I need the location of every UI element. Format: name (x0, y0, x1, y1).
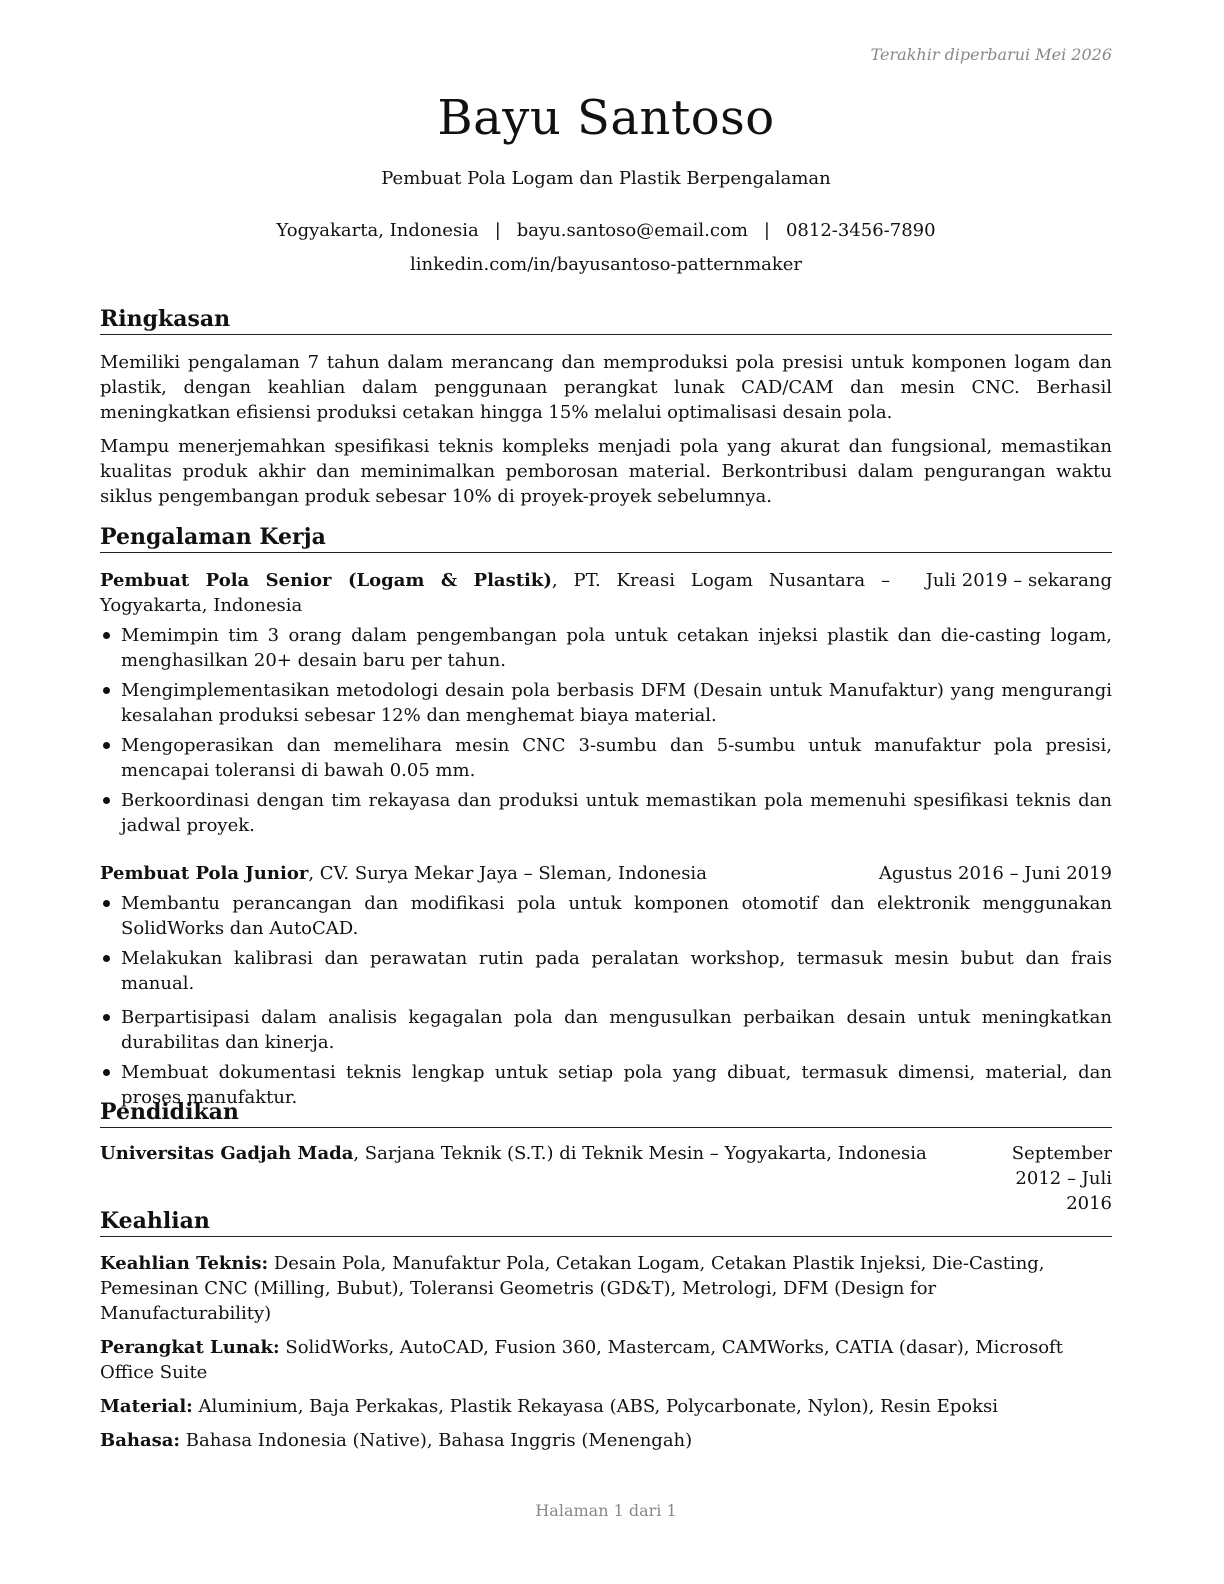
contact-linkedin-line (100, 253, 1112, 277)
education-school: Universitas Gadjah Mada (100, 1143, 354, 1164)
job-company: , CV. Surya Mekar Jaya – Sleman, Indonesia (308, 863, 707, 884)
job-header (100, 861, 1112, 886)
contact-email-link[interactable]: bayu.santoso@email.com (516, 220, 748, 241)
list-item (100, 733, 1112, 783)
bullet-text: Berpartisipasi dalam analisis kegagalan pola dan mengusulkan perbaikan desain untuk meningkatkan durabilitas dan kinerja. (121, 1007, 1112, 1053)
bullet-icon (103, 900, 110, 907)
skill-row (100, 1394, 1112, 1419)
job-company: , PT. Kreasi Logam Nusantara – Yogyakarta, Indonesia (100, 570, 890, 616)
bullet-text: Melakukan kalibrasi dan perawatan rutin pada peralatan workshop, termasuk mesin bubut dan frais manual. (121, 948, 1112, 994)
skill-row (100, 1335, 1112, 1385)
skill-label: Keahlian Teknis: (100, 1253, 269, 1274)
bullet-icon (103, 1069, 110, 1076)
skill-value: Aluminium, Baja Perkakas, Plastik Rekayasa (ABS, Polycarbonate, Nylon), Resin Epoksi (192, 1396, 999, 1417)
bullet-icon (103, 1014, 110, 1021)
skill-value: SolidWorks, AutoCAD, Fusion 360, Mastercam, CAMWorks, CATIA (dasar), Microsoft Office Suite (100, 1337, 1063, 1383)
skill-value: Desain Pola, Manufaktur Pola, Cetakan Logam, Cetakan Plastik Injeksi, Die-Casting, Pemesinan CNC (Milling, Bubut), Toleransi Geometris (GD&T), Metrologi, DFM (Design for Manufacturability) (100, 1253, 1045, 1324)
bullet-icon (103, 687, 110, 694)
candidate-headline: Pembuat Pola Logam dan Plastik Berpengalaman (381, 168, 831, 189)
list-item (100, 678, 1112, 728)
bullet-text: Memimpin tim 3 orang dalam pengembangan pola untuk cetakan injeksi plastik dan die-casting logam, menghasilkan 20+ desain baru per tahun. (121, 625, 1112, 671)
education-entry (100, 1141, 1112, 1216)
skills-section (100, 1207, 1112, 1453)
job-dates: Juli 2019 – sekarang (925, 570, 1112, 591)
skill-value: Bahasa Indonesia (Native), Bahasa Inggris (Menengah) (180, 1430, 693, 1451)
summary-section (100, 305, 1112, 509)
contact-separator: | (494, 220, 501, 241)
job-entry (100, 568, 1112, 838)
bullet-text: Mengimplementasikan metodologi desain pola berbasis DFM (Desain untuk Manufaktur) yang mengurangi kesalahan produksi sebesar 12% dan menghemat biaya material. (121, 680, 1112, 726)
bullet-text: Membantu perancangan dan modifikasi pola untuk komponen otomotif dan elektronik menggunakan SolidWorks dan AutoCAD. (121, 893, 1112, 939)
contact-separator: | (763, 220, 770, 241)
education-degree: , Sarjana Teknik (S.T.) di Teknik Mesin – Yogyakarta, Indonesia (353, 1143, 927, 1164)
job-entry (100, 861, 1112, 1110)
contact-location: Yogyakarta, Indonesia (276, 220, 479, 241)
education-dates: September 2012 – Juli 2016 (1011, 1143, 1112, 1214)
job-role: Pembuat Pola Senior (Logam & Plastik) (100, 570, 552, 591)
bullet-text: Membuat dokumentasi teknis lengkap untuk setiap pola yang dibuat, termasuk dimensi, material, dan proses manufaktur. (121, 1062, 1112, 1108)
summary-heading: Ringkasan (100, 305, 1112, 335)
resume-page (100, 0, 1112, 1584)
skill-label: Material: (100, 1396, 193, 1417)
bullet-icon (103, 797, 110, 804)
list-item (100, 1005, 1112, 1055)
page-number-footer: Halaman 1 dari 1 (535, 1501, 677, 1520)
candidate-name: Bayu Santoso (437, 90, 775, 146)
skills-heading: Keahlian (100, 1207, 1112, 1237)
list-item (100, 891, 1112, 941)
contact-line (100, 219, 1112, 243)
skill-row (100, 1428, 1112, 1453)
list-item (100, 946, 1112, 996)
job-dates: Agustus 2016 – Juni 2019 (878, 863, 1112, 884)
job-title-company (100, 568, 890, 618)
contact-phone: 0812-3456-7890 (785, 220, 936, 241)
bullet-icon (103, 742, 110, 749)
bullet-icon (103, 955, 110, 962)
skill-label: Bahasa: (100, 1430, 181, 1451)
summary-paragraph: Memiliki pengalaman 7 tahun dalam merancang dan memproduksi pola presisi untuk komponen logam dan plastik, dengan keahlian dalam penggunaan perangkat lunak CAD/CAM dan mesin CNC. Berhasil meningkatkan efisiensi produksi cetakan hingga 15% melalui optimalisasi desain pola. (100, 352, 1112, 423)
bullet-text: Mengoperasikan dan memelihara mesin CNC 3-sumbu dan 5-sumbu untuk manufaktur pola presisi, mencapai toleransi di bawah 0.05 mm. (121, 735, 1112, 781)
contact-linkedin-link[interactable]: linkedin.com/in/bayusantoso-patternmaker (409, 254, 803, 275)
job-bullets (100, 891, 1112, 1110)
skill-label: Perangkat Lunak: (100, 1337, 280, 1358)
experience-heading: Pengalaman Kerja (100, 523, 1112, 553)
last-updated-note: Terakhir diperbarui Mei 2026 (870, 45, 1112, 64)
education-section (100, 1098, 1112, 1216)
list-item (100, 623, 1112, 673)
summary-paragraph: Mampu menerjemahkan spesifikasi teknis kompleks menjadi pola yang akurat dan fungsional, memastikan kualitas produk akhir dan meminimalkan pemborosan material. Berkontribusi dalam pengurangan waktu siklus pengembangan produk sebesar 10% di proyek-proyek sebelumnya. (100, 436, 1112, 507)
job-bullets (100, 623, 1112, 838)
skill-row (100, 1251, 1112, 1326)
education-school-degree (100, 1141, 962, 1166)
bullet-text: Berkoordinasi dengan tim rekayasa dan produksi untuk memastikan pola memenuhi spesifikasi teknis dan jadwal proyek. (121, 790, 1112, 836)
education-heading: Pendidikan (100, 1098, 1112, 1128)
job-title-company (100, 861, 855, 886)
experience-section (100, 523, 1112, 1110)
list-item (100, 788, 1112, 838)
job-header (100, 568, 1112, 618)
job-role: Pembuat Pola Junior (100, 863, 309, 884)
bullet-icon (103, 632, 110, 639)
